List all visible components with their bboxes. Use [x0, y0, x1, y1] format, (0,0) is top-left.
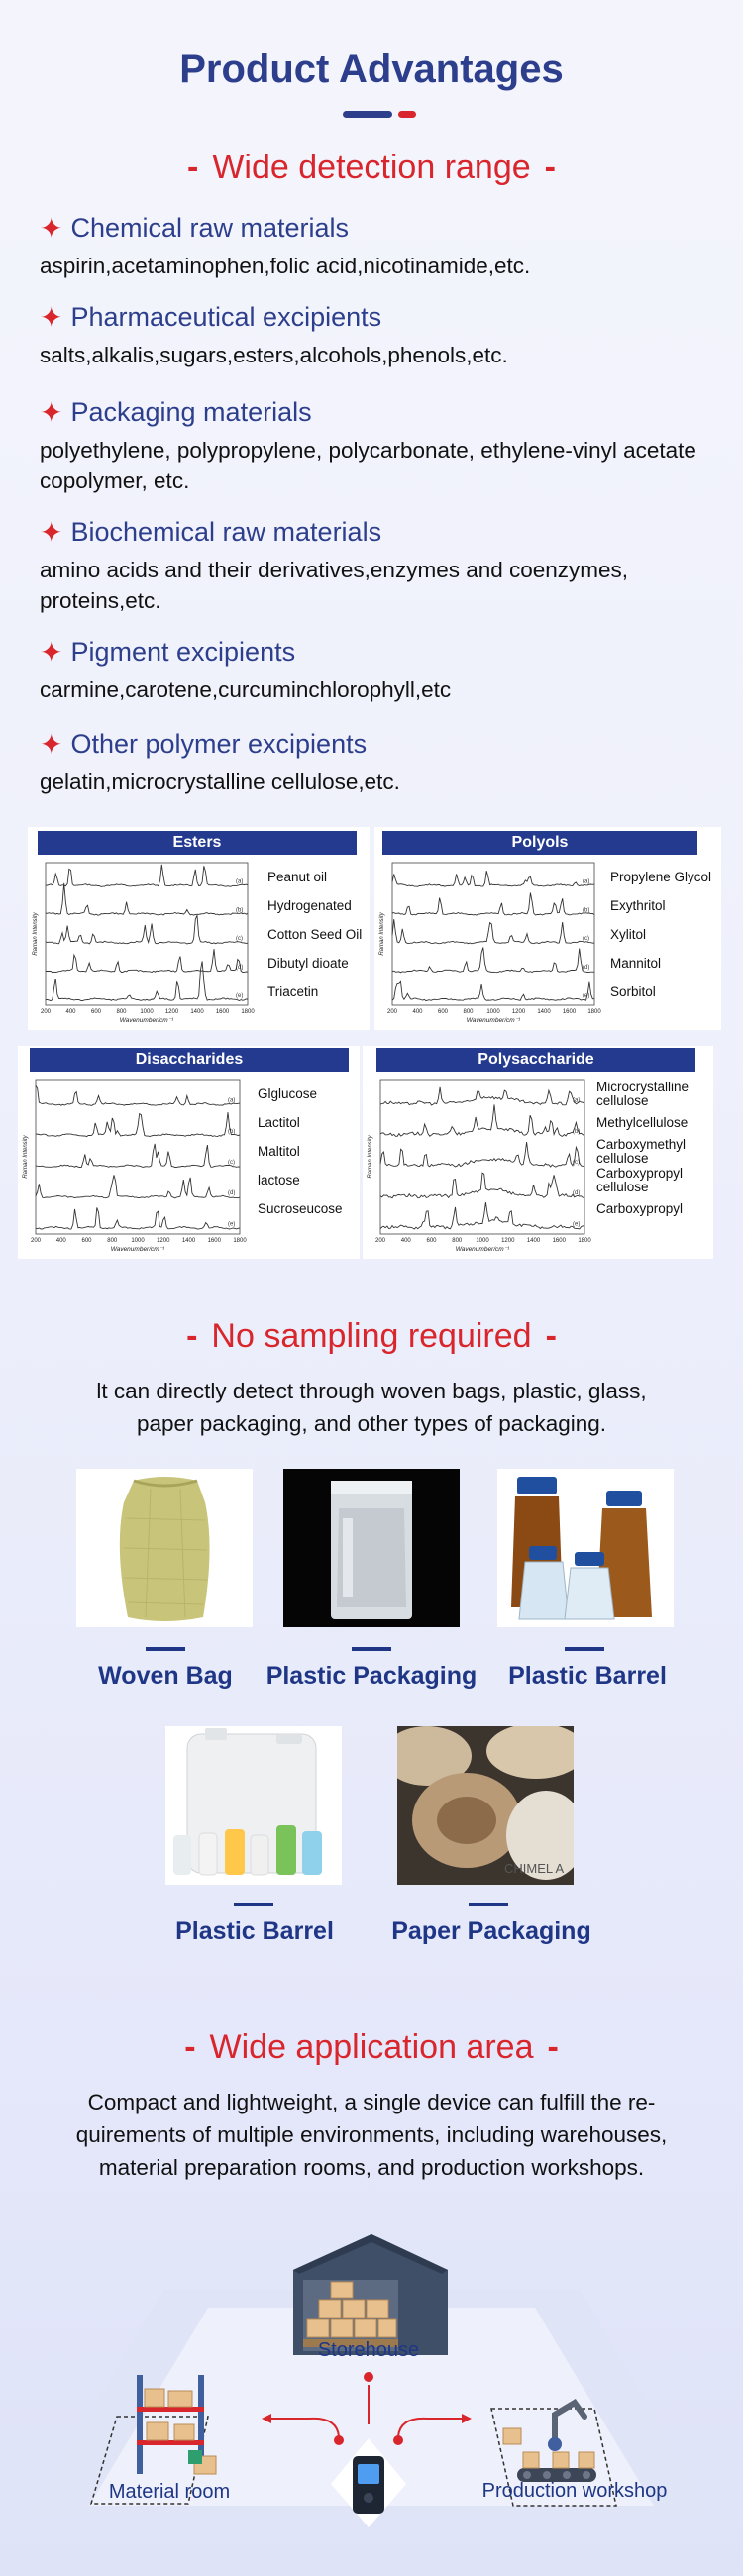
package-label: Plastic Packaging	[265, 1662, 478, 1690]
x-tick-label: 1400	[190, 1009, 204, 1015]
section-title-detection: - Wide detection range -	[187, 149, 556, 186]
spectrum-label: Xylitol	[610, 926, 647, 942]
star-icon: ✦	[40, 517, 63, 548]
trace-tag: (a)	[573, 1097, 581, 1104]
x-tick-label: 800	[107, 1238, 118, 1244]
x-tick-label: 1600	[207, 1238, 221, 1244]
category-desc: polyethylene, polypropylene, polycarbonate, ethylene-vinyl acetate copolymer, etc.	[40, 438, 696, 493]
x-tick-label: 1600	[552, 1238, 566, 1244]
spectrum-trace	[46, 961, 248, 1000]
x-tick-label: 800	[463, 1009, 474, 1015]
x-tick-label: 200	[30, 1238, 42, 1244]
x-tick-label: 600	[437, 1009, 449, 1015]
spectrum-label: Carboxypropyl	[596, 1200, 684, 1216]
spectrum-trace	[380, 1142, 584, 1167]
spectrum-plot	[18, 1074, 248, 1256]
spectrum-panel-polyols	[374, 827, 721, 1030]
spectrum-trace	[392, 893, 594, 916]
spectrum-label: Hydrogenated	[267, 897, 352, 913]
spectrum-trace	[392, 981, 594, 1000]
trace-tag: (c)	[583, 936, 589, 943]
glass-bottles-image	[497, 1469, 674, 1627]
spectrum-label: Glglucose	[258, 1085, 318, 1101]
x-tick-label: 200	[40, 1009, 52, 1015]
spectrum-label: Sucroseucose	[258, 1200, 343, 1216]
spectrum-label: Microcrystalline cellulose	[596, 1079, 690, 1108]
star-icon: ✦	[40, 302, 63, 333]
package-label: Plastic Barrel	[175, 1917, 334, 1945]
spectrum-plot	[374, 857, 602, 1027]
y-axis-label: Raman Intensity	[379, 912, 385, 956]
trace-tag: (e)	[573, 1221, 581, 1228]
star-icon: ✦	[40, 213, 63, 244]
spectrum-trace	[46, 949, 248, 972]
x-tick-label: 600	[81, 1238, 92, 1244]
x-tick-label: 400	[412, 1009, 423, 1015]
category-item	[40, 728, 713, 797]
x-axis-label: Wavenumber/cm⁻¹	[466, 1017, 521, 1024]
category-desc: gelatin,microcrystalline cellulose,etc.	[40, 770, 400, 794]
trace-tag: (c)	[228, 1159, 235, 1166]
x-tick-label: 1200	[501, 1238, 515, 1244]
spectrum-label: Triacetin	[267, 983, 319, 999]
storehouse-icon	[293, 2234, 448, 2355]
spectrum-label: Carboxypropyl cellulose	[596, 1165, 684, 1194]
section-title-text: Wide application area	[209, 2028, 534, 2066]
x-tick-label: 1000	[486, 1009, 500, 1015]
label-underline	[146, 1647, 185, 1651]
x-tick-label: 1400	[537, 1009, 551, 1015]
category-name: Pharmaceutical excipients	[70, 302, 382, 332]
label-underline	[234, 1903, 273, 1906]
page-title: Product Advantages	[179, 48, 564, 91]
spectrum-trace	[392, 919, 594, 944]
spectrum-trace	[392, 871, 594, 886]
paper-sacks-image	[397, 1726, 574, 1885]
package-label: Paper Packaging	[391, 1917, 591, 1945]
spectrum-title: Esters	[38, 831, 357, 855]
spectrum-panel-polysaccharide	[363, 1046, 713, 1259]
x-tick-label: 1600	[215, 1009, 230, 1015]
x-tick-label: 200	[386, 1009, 398, 1015]
title-underline-blue	[343, 111, 392, 118]
application-description: Compact and lightweight, a single device can fulfill the re-quirements of multiple environments, including warehouses, material preparation rooms, and production workshops.	[75, 2090, 668, 2180]
spectrum-title: Polyols	[382, 831, 697, 855]
x-tick-label: 400	[65, 1009, 76, 1015]
x-tick-label: 600	[90, 1009, 102, 1015]
spectrum-trace	[380, 1104, 584, 1136]
star-icon: ✦	[40, 637, 63, 668]
label-underline	[565, 1647, 604, 1651]
package-label: Plastic Barrel	[508, 1662, 667, 1690]
category-desc: salts,alkalis,sugars,esters,alcohols,phenols,etc.	[40, 343, 508, 367]
spectrum-label: Lactitol	[258, 1114, 300, 1130]
spectrum-trace	[36, 1175, 240, 1198]
category-desc: amino acids and their derivatives,enzymes and coenzymes, proteins,etc.	[40, 558, 629, 613]
x-tick-label: 1200	[157, 1238, 170, 1244]
trace-tag: (d)	[573, 1190, 581, 1197]
trace-tag: (b)	[573, 1128, 581, 1135]
x-tick-label: 1200	[511, 1009, 526, 1015]
trace-tag: (b)	[583, 907, 590, 914]
x-tick-label: 1200	[164, 1009, 179, 1015]
spectrum-legend	[267, 863, 362, 1006]
spectrum-label: Exythritol	[610, 897, 666, 913]
category-item	[40, 516, 713, 616]
x-tick-label: 1000	[140, 1009, 154, 1015]
spectrum-trace	[380, 1173, 584, 1198]
x-axis-label: Wavenumber/cm⁻¹	[110, 1246, 165, 1253]
title-underline-red	[398, 111, 416, 118]
plot-frame	[36, 1080, 240, 1234]
star-icon: ✦	[40, 729, 63, 760]
sampling-description: lt can directly detect through woven bags, plastic, glass, paper packaging, and other types of packaging.	[96, 1379, 647, 1436]
spectrum-trace	[46, 865, 248, 887]
spectrum-legend	[610, 863, 711, 1006]
category-item	[40, 301, 713, 370]
trace-tag: (d)	[228, 1190, 236, 1197]
trace-tag: (c)	[236, 936, 243, 943]
star-icon: ✦	[40, 397, 63, 428]
spectrum-trace	[36, 1112, 240, 1136]
spectrum-trace	[380, 1202, 584, 1229]
application-illustration	[0, 2209, 743, 2576]
plot-frame	[46, 863, 248, 1005]
spectrum-legend	[258, 1080, 343, 1223]
x-tick-label: 800	[452, 1238, 463, 1244]
category-name: Pigment excipients	[70, 637, 296, 667]
category-item	[40, 396, 713, 496]
spectrum-label: Peanut oil	[267, 869, 328, 884]
y-axis-label: Raman Intensity	[368, 1135, 373, 1179]
spectrum-panel-disaccharides	[18, 1046, 360, 1259]
section-title-application: - Wide application area -	[184, 2028, 559, 2066]
x-tick-label: 600	[426, 1238, 437, 1244]
y-axis-label: Raman Intensity	[23, 1135, 29, 1179]
trace-tag: (b)	[236, 907, 244, 914]
trace-tag: (a)	[228, 1097, 236, 1104]
category-name: Biochemical raw materials	[70, 517, 382, 547]
category-item	[40, 636, 713, 705]
x-axis-label: Wavenumber/cm⁻¹	[119, 1017, 174, 1024]
category-item	[40, 212, 713, 281]
label-underline	[469, 1903, 508, 1906]
x-tick-label: 800	[116, 1009, 127, 1015]
x-tick-label: 1000	[131, 1238, 145, 1244]
spectrum-label: Carboxymethyl cellulose	[596, 1136, 687, 1166]
trace-tag: (e)	[583, 992, 590, 999]
label-underline	[352, 1647, 391, 1651]
trace-tag: (d)	[583, 965, 590, 972]
trace-tag: (a)	[236, 878, 244, 885]
category-name: Packaging materials	[70, 397, 312, 427]
plastic-bag-image	[283, 1469, 460, 1627]
spectrum-trace	[46, 915, 248, 944]
plastic-barrel-image	[165, 1726, 342, 1885]
trace-tag: (e)	[236, 992, 244, 999]
spectrum-label: Propylene Glycol	[610, 869, 712, 884]
spectrum-label: Methylcellulose	[596, 1114, 689, 1130]
production-workshop-label: Production workshop	[481, 2480, 668, 2502]
spectrum-trace	[46, 883, 248, 915]
spectrum-panel-esters	[28, 827, 370, 1030]
spectrum-trace	[392, 948, 594, 973]
plot-frame	[380, 1080, 584, 1234]
spectrum-label: Cotton Seed Oil	[267, 926, 363, 942]
section-title-sampling: - No sampling required -	[186, 1317, 557, 1355]
spectrum-trace	[36, 1144, 240, 1168]
storehouse-label: Storehouse	[317, 2339, 420, 2361]
category-desc: aspirin,acetaminophen,folic acid,nicotinamide,etc.	[40, 254, 531, 278]
x-tick-label: 1800	[587, 1009, 601, 1015]
x-tick-label: 1400	[181, 1238, 196, 1244]
woven-bag-image	[76, 1469, 253, 1627]
category-name: Chemical raw materials	[70, 213, 350, 243]
trace-tag: (c)	[573, 1159, 580, 1166]
spectrum-trace	[380, 1087, 584, 1105]
x-tick-label: 1400	[526, 1238, 541, 1244]
spectrum-title: Polysaccharide	[376, 1048, 695, 1072]
spectrum-legend	[596, 1080, 713, 1223]
trace-tag: (d)	[236, 965, 244, 972]
category-desc: carmine,carotene,curcuminchlorophyll,etc	[40, 677, 452, 702]
spectrum-trace	[36, 1085, 240, 1105]
package-label: Woven Bag	[98, 1662, 233, 1690]
x-tick-label: 400	[55, 1238, 66, 1244]
trace-tag: (e)	[228, 1221, 236, 1228]
spectrum-label: Mannitol	[610, 955, 662, 971]
section-title-text: No sampling required	[211, 1317, 532, 1355]
category-name: Other polymer excipients	[70, 729, 368, 759]
y-axis-label: Raman Intensity	[33, 912, 39, 956]
spectrum-plot	[28, 857, 256, 1027]
spectrum-title: Disaccharides	[30, 1048, 349, 1072]
trace-tag: (b)	[228, 1128, 236, 1135]
section-title-text: Wide detection range	[212, 149, 531, 186]
spectrum-label: Maltitol	[258, 1143, 300, 1159]
spectrum-label: Dibutyl dioate	[267, 955, 349, 971]
x-tick-label: 1600	[562, 1009, 577, 1015]
x-tick-label: 200	[374, 1238, 386, 1244]
x-tick-label: 1800	[241, 1009, 255, 1015]
material-room-label: Material room	[108, 2481, 231, 2503]
spectrum-label: Sorbitol	[610, 983, 656, 999]
spectrum-trace	[36, 1207, 240, 1229]
spectrum-plot	[363, 1074, 592, 1256]
x-tick-label: 1800	[578, 1238, 591, 1244]
x-tick-label: 1000	[476, 1238, 489, 1244]
trace-tag: (a)	[583, 878, 590, 885]
x-tick-label: 400	[400, 1238, 411, 1244]
spectrum-label: lactose	[258, 1172, 300, 1187]
x-axis-label: Wavenumber/cm⁻¹	[455, 1246, 510, 1253]
x-tick-label: 1800	[233, 1238, 247, 1244]
svg-text:CHIMEL A: CHIMEL A	[504, 1861, 565, 1876]
